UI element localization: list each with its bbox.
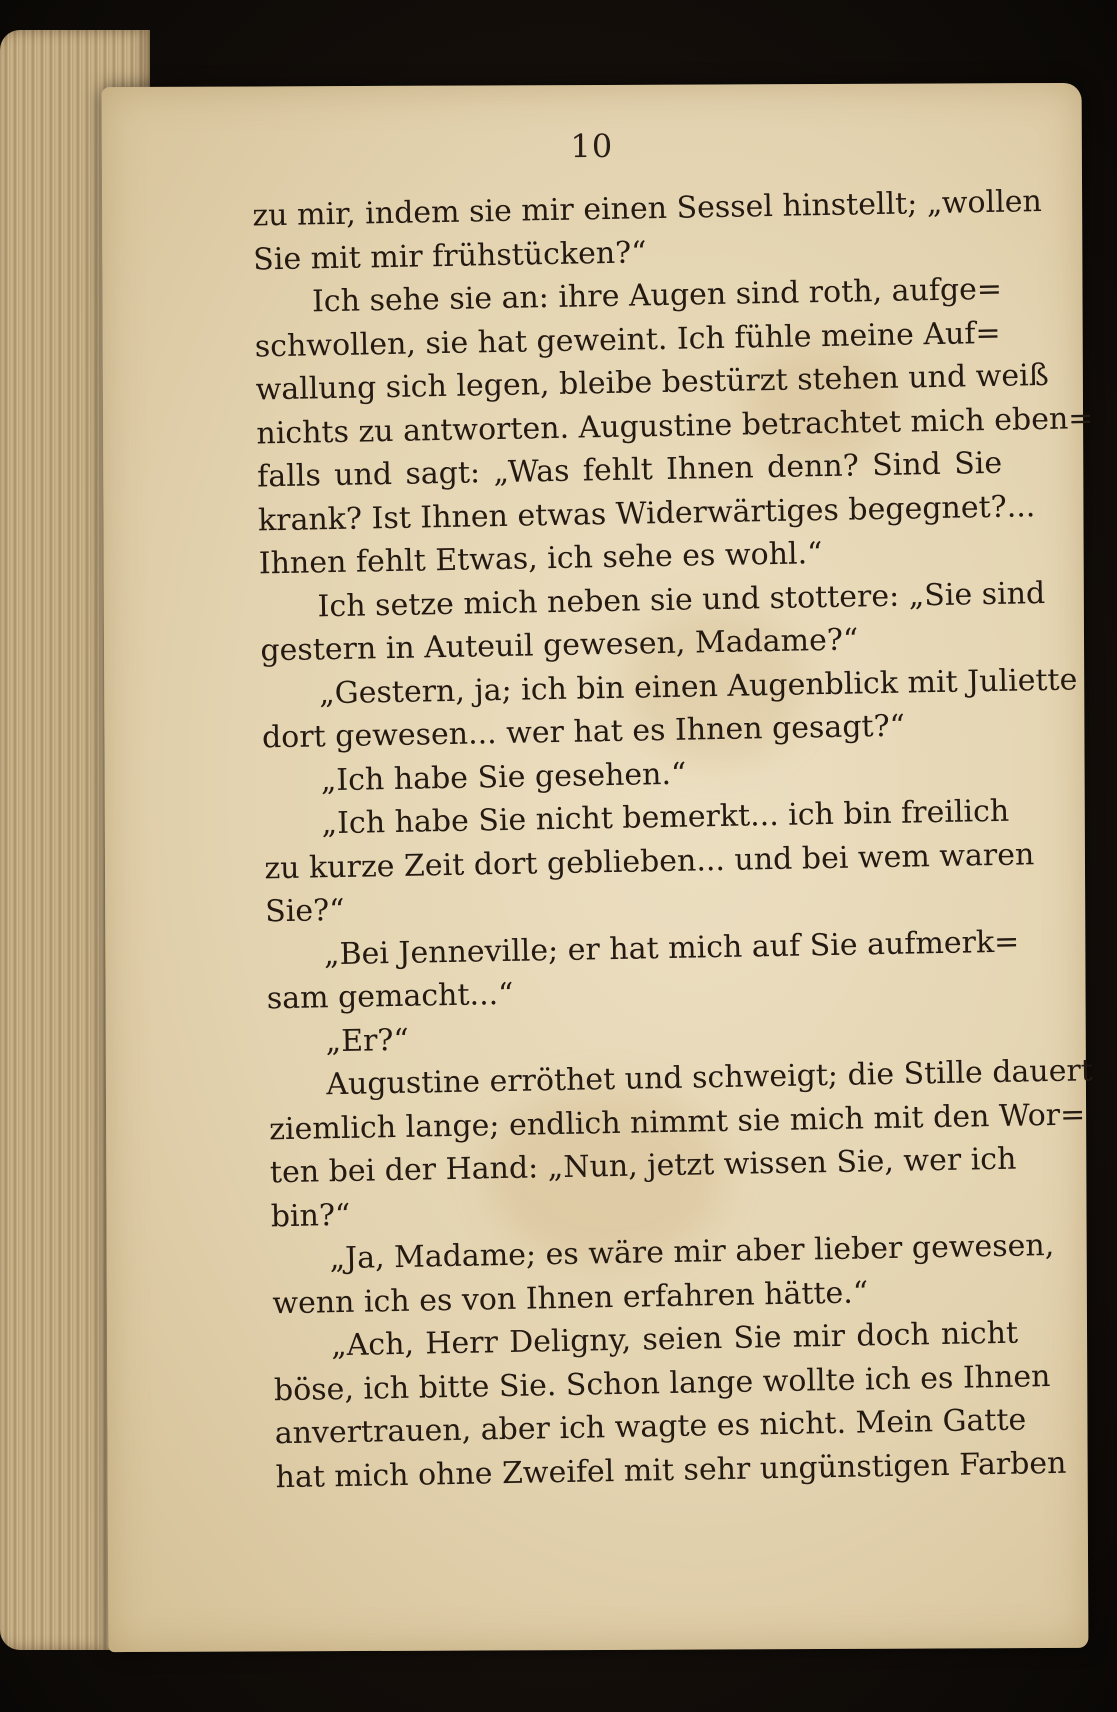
text-line: ziemlich lange; endlich nimmt sie mich mit den Wor= (268, 1096, 1086, 1147)
text-line: sam gemacht...“ (266, 976, 514, 1017)
page-number: 10 (570, 126, 614, 166)
text-line: Ich sehe sie an: ihre Augen sind roth, aufge= (311, 271, 1003, 320)
text-line: bin?“ (270, 1197, 351, 1234)
text-line: „Ja, Madame; es wäre mir aber lieber gewesen, (329, 1227, 1055, 1277)
text-line: krank? Ist Ihnen etwas Widerwärtiges begegnet?... (257, 488, 1036, 538)
text-line: hat mich ohne Zweifel mit sehr ungünstigen Farben (275, 1445, 1067, 1495)
text-line: „Ich habe Sie gesehen.“ (320, 756, 687, 798)
text-line: Augustine erröthet und schweigt; die Stille dauert (326, 1053, 1094, 1103)
text-line: „Ich habe Sie nicht bemerkt... ich bin freilich (321, 793, 1010, 842)
text-line: zu kurze Zeit dort geblieben... und bei wem waren (264, 836, 1035, 886)
text-line: „Ach, Herr Deligny, seien Sie mir doch nicht (330, 1315, 1019, 1364)
text-line: „Bei Jenneville; er hat mich auf Sie aufmerk= (323, 924, 1020, 972)
text-line: „Er?“ (325, 1022, 410, 1059)
book-page (102, 83, 1094, 1652)
text-line: falls und sagt: „Was fehlt Ihnen denn? Sind Sie (256, 445, 1003, 495)
body-text (252, 181, 1094, 1499)
text-line: gestern in Auteuil gewesen, Madame?“ (260, 622, 859, 669)
text-line: dort gewesen... wer hat es Ihnen gesagt?“ (261, 708, 906, 756)
text-line: anvertrauen, aber ich wagte es nicht. Mein Gatte (274, 1402, 1027, 1452)
text-line: wenn ich es von Ihnen erfahren hätte.“ (272, 1274, 869, 1321)
text-line: Ich setze mich neben sie und stottere: „Sie sind (317, 575, 1046, 624)
text-line: Sie?“ (264, 892, 345, 930)
text-line: zu mir, indem sie mir einen Sessel hinstellt; „wollen (252, 184, 1043, 234)
text-line: ten bei der Hand: „Nun, jetzt wissen Sie, wer ich (269, 1141, 1017, 1191)
text-line: Sie mit mir frühstücken?“ (252, 234, 647, 277)
text-line: wallung sich legen, bleibe bestürzt stehen und weiß (255, 357, 1050, 408)
text-line: Ihnen fehlt Etwas, ich sehe es wohl.“ (258, 536, 823, 582)
text-line: nichts zu antworten. Augustine betrachtet mich eben= (256, 400, 1094, 451)
text-line: „Gestern, ja; ich bin einen Augenblick mit Juliette (318, 661, 1078, 711)
text-line: schwollen, sie hat geweint. Ich fühle meine Auf= (254, 315, 1001, 364)
text-line: böse, ich bitte Sie. Schon lange wollte ich es Ihnen (273, 1358, 1051, 1408)
